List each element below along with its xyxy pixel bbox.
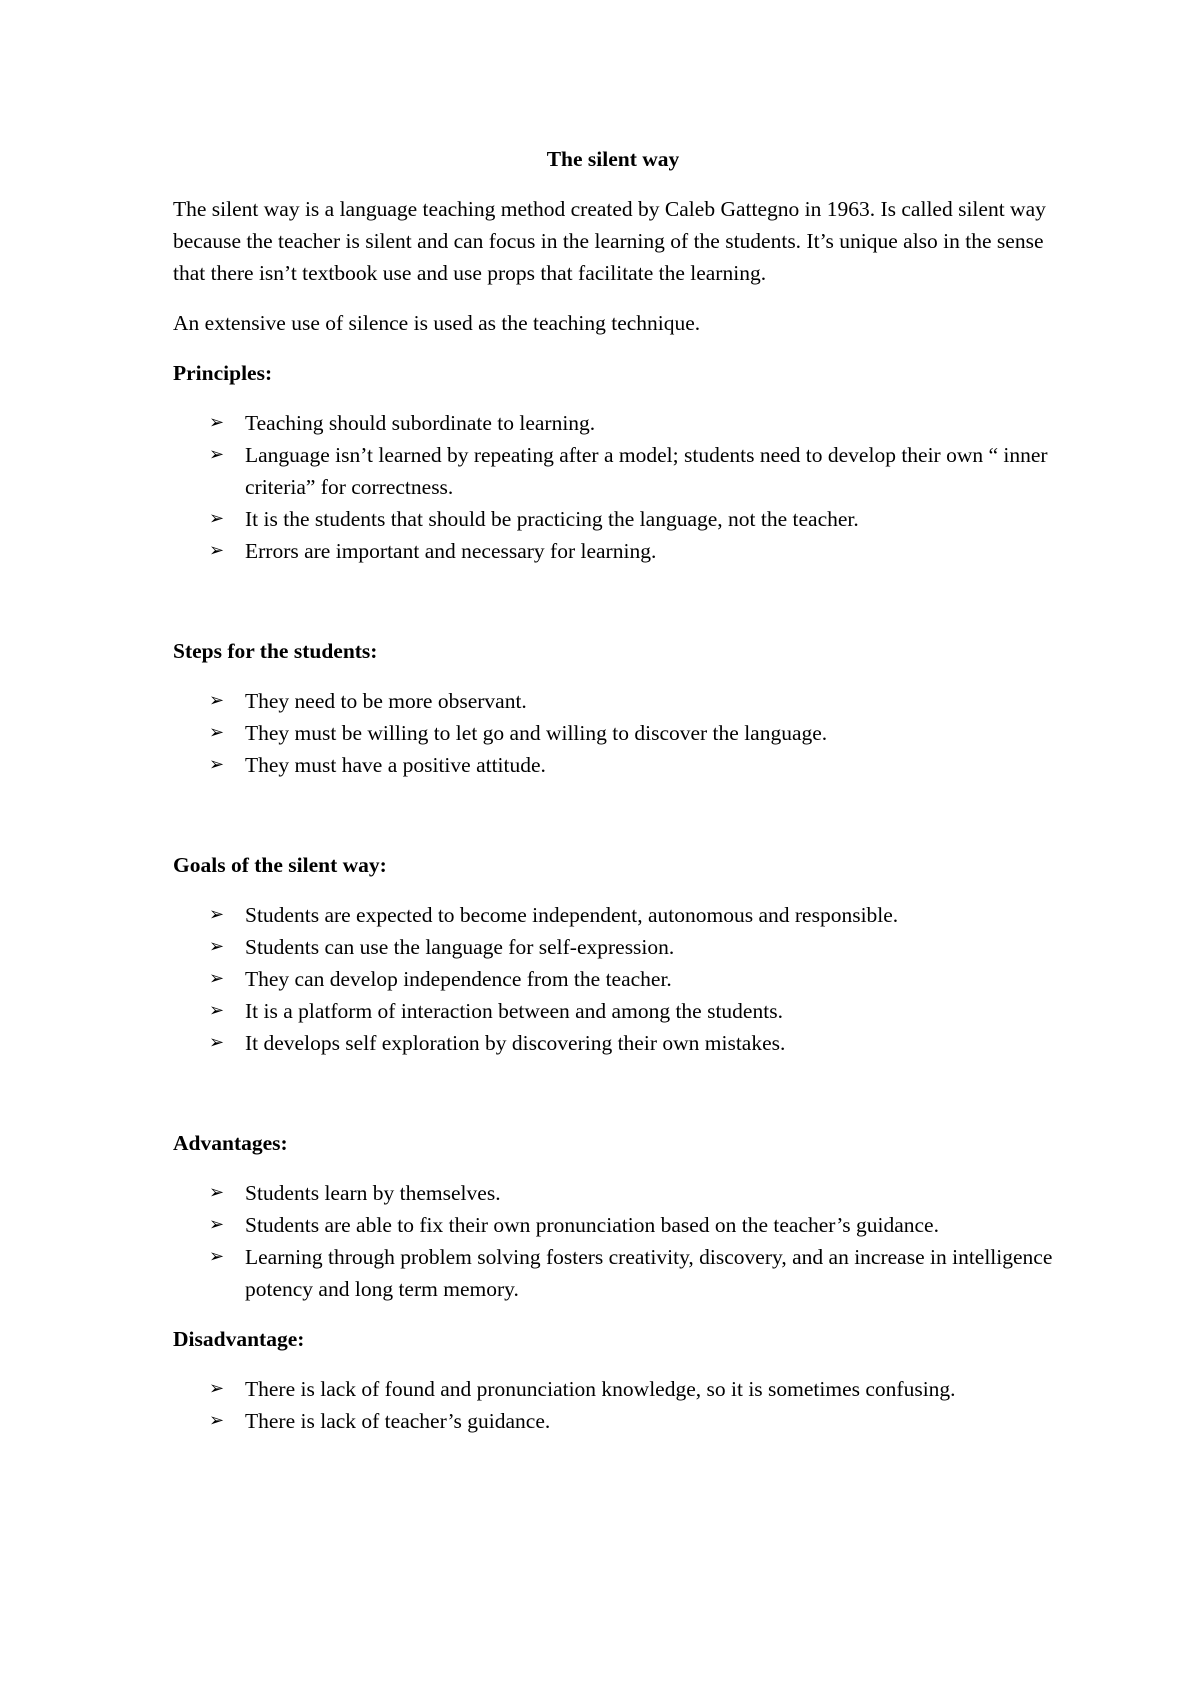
list-item-text: Students learn by themselves. [245, 1181, 501, 1205]
list-item-text: Learning through problem solving fosters creativity, discovery, and an increase in intelligence potency and long term memory. [245, 1245, 1053, 1301]
intro-paragraph: The silent way is a language teaching method created by Caleb Gattegno in 1963. Is called silent way because the teacher is silent and can focus in the learning of the students. It’s unique also in the sense that there isn’t textbook use and use props that facilitate the learning. [173, 197, 1046, 285]
arrowhead-bullet-icon: ➢ [209, 444, 225, 465]
list-item [173, 963, 1053, 995]
list-item-text: It is a platform of interaction between and among the students. [245, 999, 783, 1023]
arrowhead-bullet-icon: ➢ [209, 936, 225, 957]
list-item [173, 995, 1053, 1027]
list-item-text: Language isn’t learned by repeating after a model; students need to develop their own “ inner criteria” for correctness. [245, 443, 1048, 499]
list-item-text: They need to be more observant. [245, 689, 527, 713]
spacer [173, 781, 1053, 849]
document-body [173, 143, 1053, 1437]
list-item-text: Errors are important and necessary for learning. [245, 539, 657, 563]
arrowhead-bullet-icon: ➢ [209, 722, 225, 743]
list-item-text: Students are able to fix their own pronunciation based on the teacher’s guidance. [245, 1213, 939, 1237]
spacer [173, 1305, 1053, 1323]
steps-list [173, 685, 1053, 781]
arrowhead-bullet-icon: ➢ [209, 412, 225, 433]
list-item [173, 749, 1053, 781]
spacer [173, 567, 1053, 635]
list-item-text: Teaching should subordinate to learning. [245, 411, 596, 435]
arrowhead-bullet-icon: ➢ [209, 1410, 225, 1431]
list-item [173, 503, 1053, 535]
intro-paragraph: An extensive use of silence is used as the teaching technique. [173, 311, 701, 335]
list-item [173, 931, 1053, 963]
arrowhead-bullet-icon: ➢ [209, 1032, 225, 1053]
list-item [173, 407, 1053, 439]
list-item-text: They can develop independence from the teacher. [245, 967, 672, 991]
list-item [173, 717, 1053, 749]
arrowhead-bullet-icon: ➢ [209, 1182, 225, 1203]
arrowhead-bullet-icon: ➢ [209, 690, 225, 711]
list-item [173, 1405, 1053, 1437]
list-item-text: There is lack of teacher’s guidance. [245, 1409, 551, 1433]
list-item [173, 1241, 1053, 1305]
arrowhead-bullet-icon: ➢ [209, 508, 225, 529]
section-heading-principles: Principles: [173, 361, 273, 385]
arrowhead-bullet-icon: ➢ [209, 904, 225, 925]
list-item-text: There is lack of found and pronunciation knowledge, so it is sometimes confusing. [245, 1377, 956, 1401]
disadvantage-list [173, 1373, 1053, 1437]
list-item-text: It is the students that should be practicing the language, not the teacher. [245, 507, 859, 531]
spacer [173, 1059, 1053, 1127]
arrowhead-bullet-icon: ➢ [209, 1246, 225, 1267]
advantages-list [173, 1177, 1053, 1305]
arrowhead-bullet-icon: ➢ [209, 540, 225, 561]
list-item-text: Students are expected to become independent, autonomous and responsible. [245, 903, 899, 927]
section-heading-goals: Goals of the silent way: [173, 853, 387, 877]
arrowhead-bullet-icon: ➢ [209, 1000, 225, 1021]
list-item-text: They must be willing to let go and willing to discover the language. [245, 721, 828, 745]
section-heading-advantages: Advantages: [173, 1131, 288, 1155]
document-title: The silent way [546, 147, 680, 171]
list-item [173, 535, 1053, 567]
list-item [173, 1209, 1053, 1241]
section-heading-disadvantage: Disadvantage: [173, 1327, 305, 1351]
section-heading-steps: Steps for the students: [173, 639, 378, 663]
list-item [173, 685, 1053, 717]
list-item [173, 1177, 1053, 1209]
list-item-text: It develops self exploration by discovering their own mistakes. [245, 1031, 786, 1055]
arrowhead-bullet-icon: ➢ [209, 754, 225, 775]
list-item [173, 1027, 1053, 1059]
list-item-text: They must have a positive attitude. [245, 753, 546, 777]
principles-list [173, 407, 1053, 567]
goals-list [173, 899, 1053, 1059]
list-item [173, 899, 1053, 931]
arrowhead-bullet-icon: ➢ [209, 1378, 225, 1399]
list-item [173, 439, 1053, 503]
list-item [173, 1373, 1053, 1405]
arrowhead-bullet-icon: ➢ [209, 1214, 225, 1235]
list-item-text: Students can use the language for self-expression. [245, 935, 675, 959]
arrowhead-bullet-icon: ➢ [209, 968, 225, 989]
